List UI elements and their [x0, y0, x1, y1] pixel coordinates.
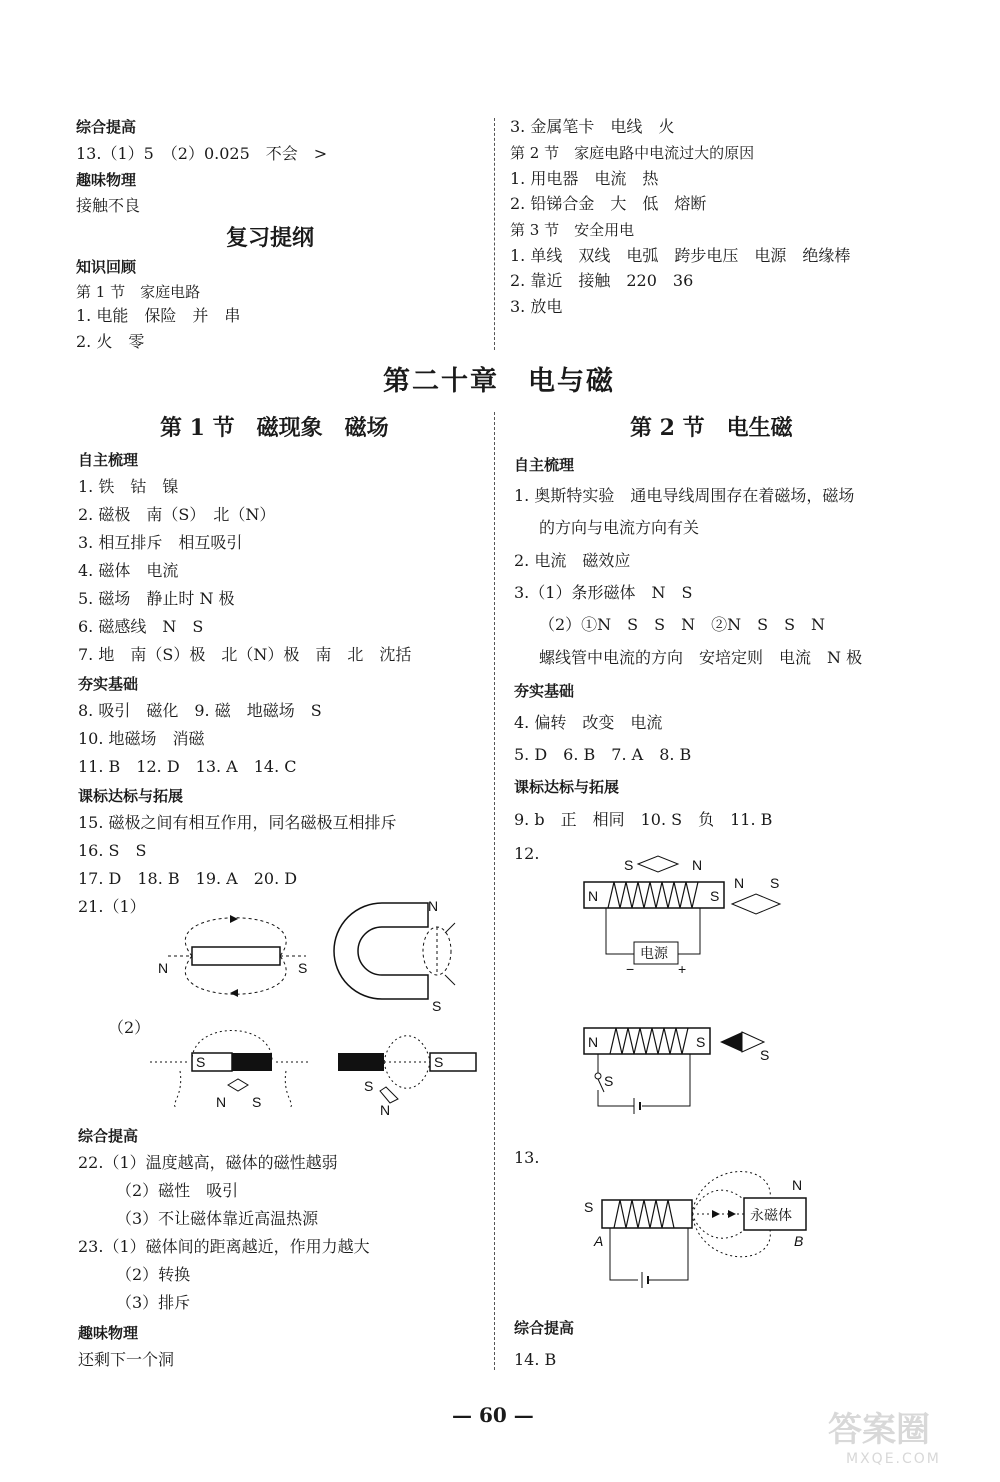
- answer-r13: 13.: [514, 1148, 540, 1167]
- chapter-title: 第二十章 电与磁: [383, 366, 615, 397]
- answer-r3-1: 3.（1）条形磁体 N S: [514, 583, 693, 602]
- heading-zizhu-right: 自主梳理: [514, 456, 575, 474]
- answer-r3-3: 螺线管中电流的方向 安培定则 电流 N 极: [539, 648, 863, 667]
- answer-r5-8: 5. D 6. B 7. A 8. B: [514, 745, 692, 764]
- review-3-line-2: 2. 靠近 接触 220 36: [510, 271, 694, 290]
- magnet-b-s-label: S: [434, 1054, 444, 1070]
- fig12b-wire-right: [642, 1054, 690, 1106]
- fig13-wire-right: [648, 1228, 688, 1280]
- answer-22-3: （3）不让磁体靠近高温热源: [116, 1209, 319, 1228]
- magnet-a-s-label: S: [196, 1054, 206, 1070]
- answer-quwei-left: 还剩下一个洞: [78, 1350, 175, 1369]
- field-line-b: [384, 1036, 430, 1089]
- figure-12-b: [580, 1020, 790, 1120]
- section-1-title: 第 1 节 磁现象 磁场: [160, 415, 389, 441]
- horseshoe-s-label: S: [432, 998, 442, 1014]
- answer-r9-11: 9. b 正 相同 10. S 负 11. B: [514, 810, 773, 829]
- answer-21-2: （2）: [108, 1018, 151, 1037]
- horseshoe-arrow-bottom: [445, 975, 455, 985]
- fig12a-n-top: N: [692, 857, 703, 873]
- fig13-arrow-1: [712, 1210, 720, 1218]
- fig13-magnet-label: 永磁体: [750, 1207, 792, 1223]
- figure-13: [580, 1160, 820, 1290]
- fig12b-compass-dark: [720, 1032, 742, 1052]
- fig13-n-label: N: [792, 1177, 803, 1193]
- fig12a-core-n: N: [588, 888, 599, 904]
- heading-kebiao-right: 课标达标与拓展: [514, 778, 620, 796]
- horseshoe-arrow-top: [445, 923, 455, 933]
- review-section-3: 第 3 节 安全用电: [510, 221, 635, 239]
- watermark-logo: 答案圈: [828, 1410, 930, 1450]
- answer-r14: 14. B: [514, 1350, 557, 1369]
- answer-7: 7. 地 南（S）极 北（N）极 南 北 沈括: [78, 645, 412, 664]
- heading-quwei-top: 趣味物理: [76, 171, 137, 189]
- compass-b-s-label: S: [364, 1078, 374, 1094]
- answer-16: 16. S S: [78, 841, 147, 860]
- figure-21-2: [150, 1015, 480, 1115]
- answer-r3-2: （2）①N S S N ②N S S N: [539, 615, 826, 634]
- fig12a-plus: +: [678, 961, 687, 975]
- heading-zonghe-right: 综合提高: [514, 1319, 575, 1337]
- heading-zonghe-top: 综合提高: [76, 118, 137, 136]
- fig12a-core-s: S: [710, 888, 720, 904]
- horseshoe-magnet: [334, 903, 428, 999]
- fig12b-core-n: N: [588, 1034, 599, 1050]
- answer-6: 6. 磁感线 N S: [78, 617, 204, 636]
- compass-a-n-label: N: [216, 1094, 227, 1110]
- fig13-a-label: A: [594, 1233, 604, 1249]
- fig12a-core: [584, 882, 724, 908]
- answer-r1: 1. 奥斯特实验 通电导线周围存在着磁场，磁场: [514, 486, 855, 505]
- fig12a-wire-right: [678, 908, 700, 954]
- heading-zizhu-left: 自主梳理: [78, 451, 139, 469]
- fig13-s-label: S: [584, 1199, 594, 1215]
- figure-21-1: [150, 895, 480, 1015]
- answer-23-3: （3）排斥: [116, 1293, 191, 1312]
- compass-b: [380, 1087, 398, 1103]
- watermark-url: MXQE.COM: [846, 1451, 941, 1467]
- column-divider-top: [494, 118, 495, 350]
- heading-hangshi-left: 夯实基础: [78, 675, 139, 693]
- column-divider-main: [494, 412, 495, 1370]
- answer-1: 1. 铁 钴 镍: [78, 477, 179, 496]
- review-1-line-2: 2. 火 零: [76, 332, 145, 351]
- answer-22-1: 22.（1）温度越高，磁体的磁性越弱: [78, 1153, 338, 1172]
- fig12a-wire-left: [606, 908, 634, 954]
- page-number: — 60 —: [452, 1403, 534, 1427]
- answer-23-1: 23.（1）磁体间的距离越近，作用力越大: [78, 1237, 370, 1256]
- review-3-line-3: 3. 放电: [510, 297, 563, 316]
- bar-magnet: [192, 947, 280, 965]
- answer-quwei-top: 接触不良: [76, 196, 141, 215]
- fig12a-compass-side: [732, 894, 780, 914]
- heading-zhishi: 知识回顾: [76, 258, 137, 276]
- fig13-arrow-2: [728, 1210, 736, 1218]
- fig12b-switch-label: S: [604, 1073, 614, 1089]
- review-3-line-1: 1. 单线 双线 电弧 跨步电压 电源 绝缘棒: [510, 246, 851, 265]
- review-section-2: 第 2 节 家庭电路中电流过大的原因: [510, 144, 755, 162]
- compass-a-s-label: S: [252, 1094, 262, 1110]
- section-2-title: 第 2 节 电生磁: [630, 415, 793, 441]
- compass-b-n-label: N: [380, 1102, 391, 1115]
- fig13-b-label: B: [794, 1233, 804, 1249]
- answer-21-1: 21.（1）: [78, 897, 146, 916]
- field-line-a-bottom: [174, 1071, 291, 1107]
- answer-13-top: 13.（1）5 （2）0.025 不会 >: [76, 144, 328, 163]
- fig12b-core-s: S: [696, 1034, 706, 1050]
- fig12a-compass-top: [638, 856, 678, 872]
- answer-22-2: （2）磁性 吸引: [116, 1181, 239, 1200]
- fig12a-s-side: S: [770, 875, 780, 891]
- answer-2: 2. 磁极 南（S） 北（N）: [78, 505, 276, 524]
- answer-r2: 2. 电流 磁效应: [514, 551, 631, 570]
- answer-4: 4. 磁体 电流: [78, 561, 179, 580]
- fig12b-wire-bottom: [598, 1090, 634, 1106]
- answer-3: 3. 相互排斥 相互吸引: [78, 533, 243, 552]
- review-2-line-2: 2. 铅锑合金 大 低 熔断: [510, 194, 707, 213]
- answer-r1-cont: 的方向与电流方向有关: [539, 518, 700, 537]
- answer-5: 5. 磁场 静止时 N 极: [78, 589, 235, 608]
- fig12a-minus: −: [626, 961, 635, 975]
- answer-8-9: 8. 吸引 磁化 9. 磁 地磁场 S: [78, 701, 322, 720]
- review-title: 复习提纲: [226, 225, 315, 251]
- magnet-b-n: [338, 1053, 384, 1071]
- fig12a-n-side: N: [734, 875, 745, 891]
- review-section-1: 第 1 节 家庭电路: [76, 283, 201, 301]
- horseshoe-n-label: N: [428, 898, 439, 914]
- review-1-line-3: 3. 金属笔卡 电线 火: [510, 117, 675, 136]
- compass-a: [228, 1079, 248, 1091]
- fig12a-s-top: S: [624, 857, 634, 873]
- heading-zonghe-left: 综合提高: [78, 1127, 139, 1145]
- review-2-line-1: 1. 用电器 电流 热: [510, 169, 659, 188]
- fig12b-s-side: S: [760, 1047, 770, 1063]
- heading-kebiao-left: 课标达标与拓展: [78, 787, 184, 805]
- pole-n-label: N: [158, 960, 169, 976]
- answer-r4: 4. 偏转 改变 电流: [514, 713, 663, 732]
- heading-quwei-left: 趣味物理: [78, 1324, 139, 1342]
- figure-12-a: [580, 850, 790, 975]
- review-1-line-1: 1. 电能 保险 并 串: [76, 306, 241, 325]
- arrow-bottom: [230, 989, 238, 997]
- answer-15: 15. 磁极之间有相互作用，同名磁极互相排斥: [78, 813, 397, 832]
- fig12a-power-label: 电源: [640, 945, 668, 961]
- heading-hangshi-right: 夯实基础: [514, 682, 575, 700]
- answer-23-2: （2）转换: [116, 1265, 191, 1284]
- fig12b-switch-pivot: [595, 1073, 601, 1079]
- answer-11-14: 11. B 12. D 13. A 14. C: [78, 757, 297, 776]
- pole-s-label: S: [298, 960, 308, 976]
- fig13-wire-left: [610, 1228, 638, 1280]
- answer-17-20: 17. D 18. B 19. A 20. D: [78, 869, 298, 888]
- arrow-top: [230, 915, 238, 923]
- magnet-a-n-half: [232, 1053, 272, 1071]
- answer-10: 10. 地磁场 消磁: [78, 729, 205, 748]
- answer-r12: 12.: [514, 844, 540, 863]
